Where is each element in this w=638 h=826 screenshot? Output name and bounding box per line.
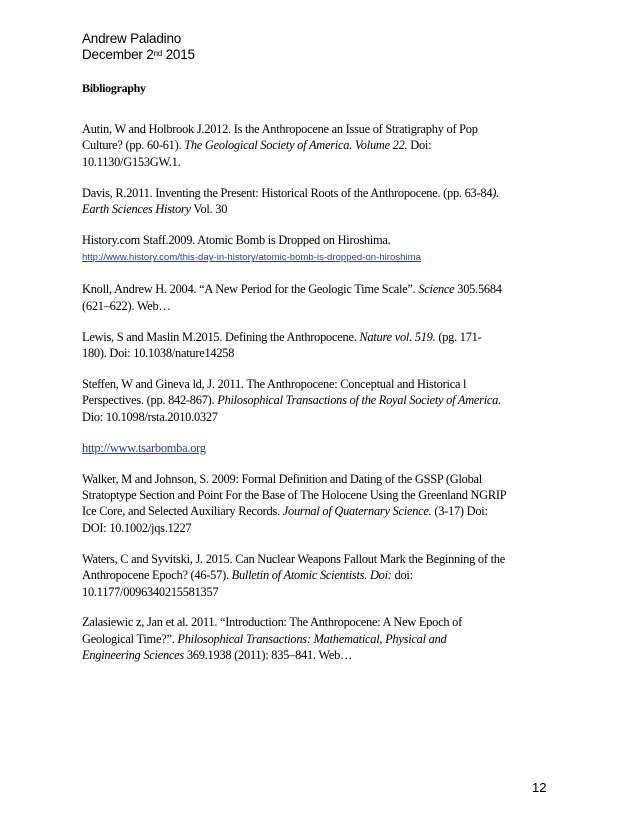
- citation-text: Lewis, S and Maslin M.2015. Defining the Anthropocene.: [82, 329, 360, 344]
- bibliography-entry-steffen: [82, 376, 552, 425]
- entry-line: [82, 503, 552, 519]
- reference-link[interactable]: http://www.tsarbomba.org: [82, 440, 206, 455]
- italic-title: Philosophical Transactions: Mathematical, Physical and: [177, 631, 447, 646]
- entry-line: [82, 154, 552, 170]
- italic-title: Engineering Sciences: [82, 648, 185, 663]
- bibliography-entry-tsarbomba: [82, 440, 552, 456]
- citation-text: Waters, C and Syvitski, J. 2015. Can Nuclear Weapons Fallout Mark the Beginning of the: [82, 551, 505, 566]
- entry-line: [82, 376, 552, 392]
- bibliography-entry-autin: [82, 121, 552, 170]
- bibliography-list: [82, 121, 552, 678]
- citation-text: Culture? (pp. 60-61).: [82, 138, 185, 153]
- citation-text: Perspectives. (pp. 842-867).: [82, 393, 218, 408]
- citation-text: 369.1938 (2011): 835–841. Web…: [184, 648, 353, 663]
- citation-text: (3-17) Doi:: [431, 504, 488, 519]
- document-date: [82, 47, 195, 63]
- entry-line: [82, 345, 552, 361]
- entry-line: [82, 248, 552, 266]
- citation-text: Walker, M and Johnson, S. 2009: Formal Definition and Dating of the GSSP (Global: [82, 471, 482, 486]
- citation-text: Steffen, W and Gineva ld, J. 2011. The Anthropocene: Conceptual and Historica l: [82, 376, 467, 391]
- date-prefix: December 2: [82, 47, 154, 62]
- bibliography-entry-lewis: [82, 329, 552, 362]
- italic-title: Earth Sciences History: [82, 202, 191, 217]
- citation-text: Geological Time?”.: [82, 631, 178, 646]
- bibliography-entry-history: [82, 232, 552, 267]
- citation-text: Anthropocene Epoch? (46-57).: [82, 568, 232, 583]
- bibliography-entry-walker: [82, 471, 552, 537]
- entry-line: [82, 281, 552, 297]
- citation-text: Vol. 30: [190, 202, 228, 217]
- entry-line: [82, 567, 552, 583]
- italic-title: Journal of Quaternary Science.: [282, 504, 432, 519]
- citation-text: Zalasiewic z, Jan et al. 2011. “Introduction: The Anthropocene: A New Epoch of: [82, 615, 462, 630]
- author-name: Andrew Paladino: [82, 31, 182, 46]
- date-suffix: 2015: [162, 47, 195, 62]
- citation-text: Knoll, Andrew H. 2004. “A New Period for the Geologic Time Scale”.: [82, 282, 419, 297]
- citation-text: Dio: 10.1098/rsta.2010.0327: [82, 409, 218, 424]
- citation-text: History.com Staff.2009. Atomic Bomb is Dropped on Hiroshima.: [82, 233, 391, 248]
- bibliography-entry-waters: [82, 551, 552, 600]
- entry-line: [82, 614, 552, 630]
- entry-line: [82, 298, 552, 314]
- citation-text: doi:: [391, 568, 413, 583]
- entry-line: [82, 201, 552, 217]
- citation-text: Davis, R.2011. Inventing the Present: Historical Roots of the Anthropocene. (pp. 63-84: [82, 185, 493, 200]
- reference-link[interactable]: http://www.history.com/this-day-in-history/atomic-bomb-is-dropped-on-hiroshima: [82, 252, 421, 264]
- entry-line: [82, 471, 552, 487]
- entry-line: [82, 440, 552, 456]
- entry-line: [82, 551, 552, 567]
- entry-line: [82, 329, 552, 345]
- entry-line: [82, 232, 552, 248]
- entry-line: [82, 487, 552, 503]
- bibliography-entry-zalasiewicz: [82, 614, 552, 663]
- citation-text: Stratoptype Section and Point For the Base of The Holocene Using the Greenland NGRIP: [82, 488, 507, 502]
- citation-text: 10.1130/G153GW.1.: [82, 154, 181, 169]
- date-ordinal: nd: [153, 49, 163, 58]
- entry-line: [82, 631, 552, 647]
- citation-text: 10.1177/0096340215581357: [82, 584, 219, 599]
- entry-line: [82, 584, 552, 600]
- entry-line: [82, 185, 552, 201]
- bibliography-entry-knoll: [82, 281, 552, 314]
- citation-text: (pg. 171-: [435, 329, 482, 344]
- entry-line: [82, 647, 552, 663]
- italic-title: Science: [418, 282, 455, 297]
- italic-title: ).: [492, 185, 499, 200]
- entry-line: [82, 409, 552, 425]
- entry-line: [82, 137, 552, 153]
- citation-text: Doi:: [407, 138, 432, 153]
- citation-text: (621–622). Web…: [82, 298, 171, 313]
- citation-text: Autin, W and Holbrook J.2012. Is the Anthropocene an Issue of Stratigraphy of Pop: [82, 122, 478, 136]
- bibliography-heading: Bibliography: [82, 81, 146, 95]
- page-header: [82, 31, 195, 63]
- bibliography-entry-davis: [82, 185, 552, 218]
- italic-title: Philosophical Transactions of the Royal Society of America.: [217, 393, 501, 408]
- citation-text: Ice Core, and Selected Auxiliary Records.: [82, 504, 283, 519]
- italic-title: Nature vol. 519.: [359, 329, 436, 344]
- entry-line: [82, 392, 552, 408]
- entry-line: [82, 121, 552, 137]
- italic-title: Bulletin of Atomic Scientists. Doi:: [231, 568, 392, 583]
- citation-text: DOI: 10.1002/jqs.1227: [82, 520, 192, 535]
- page-number: 12: [532, 780, 547, 795]
- italic-title: The Geological Society of America. Volume 22.: [184, 138, 408, 153]
- citation-text: 305.5684: [454, 282, 502, 297]
- entry-line: [82, 520, 552, 536]
- citation-text: 180). Doi: 10.1038/nature14258: [82, 346, 235, 361]
